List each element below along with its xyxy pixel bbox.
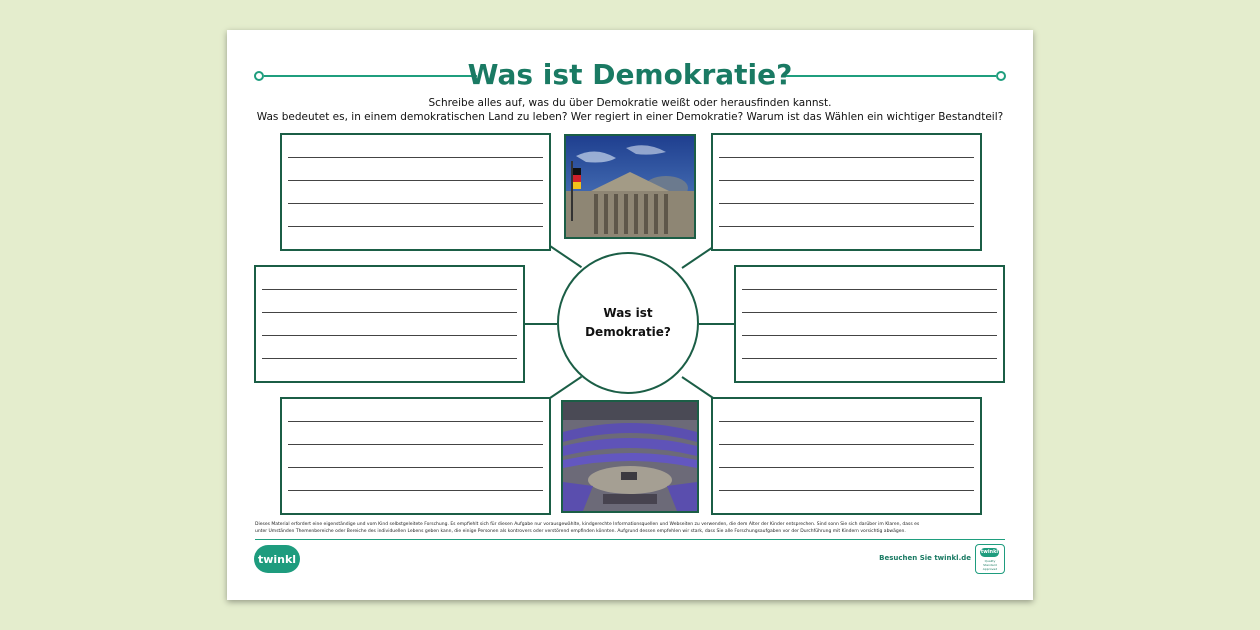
reichstag-building-photo [564,134,696,239]
writing-box-bottom-right[interactable] [711,397,982,515]
plenary-hall-illustration [563,402,697,511]
worksheet-page [227,30,1033,600]
connector-mid-right [699,323,735,325]
footer-divider [255,539,1005,540]
visit-website-link[interactable]: Besuchen Sie twinkl.de [879,554,971,562]
writing-box-middle-right[interactable] [734,265,1005,383]
center-topic-circle [557,252,699,394]
connector-top-right [681,246,714,269]
footer-disclaimer-line-1: Dieses Material erfordert eine eigenständige und vom Kind selbstgeleitete Forschung. Es empfiehlt sich für diesen Aufgabe nur vorausgewählte, kindgerechte Informationsquellen und Webseiten zu verwenden, die dem Alter der Kinder entsprechen. Sind sonn Sie sich darüber im Klaren, dass es [255,522,920,527]
connector-mid-left [524,323,557,325]
writing-box-bottom-left[interactable] [280,397,551,515]
instruction-line-1: Schreibe alles auf, was du über Demokratie weißt oder herausfinden kannst. [428,97,832,109]
worksheet-title: Was ist Demokratie? [467,58,793,91]
connector-bottom-left [549,376,582,399]
connector-top-left [549,245,582,268]
connector-bottom-right [681,376,714,399]
quality-badge-text: Quality Standard Approved [982,559,998,571]
footer-disclaimer [255,521,1005,535]
center-topic-line-1: Was ist [603,306,653,320]
center-topic-line-2: Demokratie? [585,325,671,339]
twinkl-logo[interactable]: twinkl [254,545,300,573]
reichstag-illustration [566,136,694,237]
writing-box-middle-left[interactable] [254,265,525,383]
writing-box-top-left[interactable] [280,133,551,251]
footer-disclaimer-line-2: unter Umständen Themenbereiche oder Bereiche des individuellen Lebens geben kann, die einige Personen als kontrovers oder verstörend empfinden könnten. Aufgrund dessen empfehlen wir stark, dass Sie alle Forschungsaufgaben vor der Durchführung mit Kindern vorsichtig abwägen. [255,529,906,534]
center-topic-label [578,304,678,342]
instruction-line-2: Was bedeutet es, in einem demokratischen Land zu leben? Wer regiert in einer Demokratie? Warum ist das Wählen ein wichtiger Bestandteil? [256,111,1004,123]
writing-box-top-right[interactable] [711,133,982,251]
quality-badge-logo: twinkl [980,549,999,555]
quality-badge-icon [975,544,1005,574]
bundestag-plenary-hall-photo [561,400,699,513]
